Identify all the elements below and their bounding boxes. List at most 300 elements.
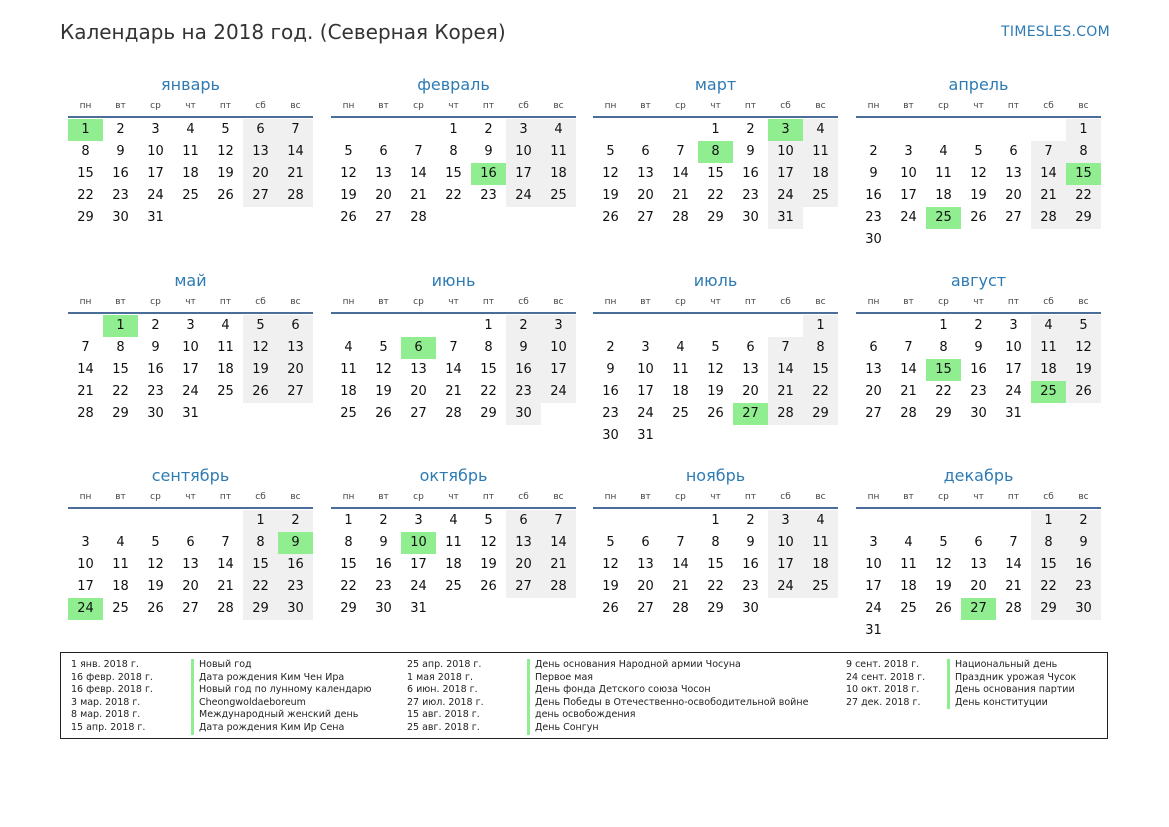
day-cell: 5 <box>974 144 983 159</box>
legend-holiday-name: День Сонгун <box>527 722 808 735</box>
weekday-label: вс <box>290 297 301 307</box>
day-cell: 25 <box>803 185 838 207</box>
legend-holiday-name: Дата рождения Ким Ир Сена <box>191 722 372 735</box>
holiday-day-cell: 10 <box>401 532 436 554</box>
legend-date: 3 мар. 2018 г. <box>71 696 141 708</box>
day-cell: 21 <box>278 163 313 185</box>
day-cell: 16 <box>112 166 129 181</box>
day-cell: 8 <box>449 144 458 159</box>
day-cell: 27 <box>506 576 541 598</box>
day-cell: 4 <box>904 535 913 550</box>
day-cell: 16 <box>147 362 164 377</box>
day-cell: 19 <box>147 579 164 594</box>
legend-holiday-name: День фонда Детского союза Чосон <box>527 684 808 697</box>
day-grid <box>68 510 313 645</box>
day-cell: 8 <box>1066 141 1101 163</box>
weekday-label: вс <box>1078 492 1089 502</box>
day-cell: 17 <box>768 163 803 185</box>
day-cell: 28 <box>278 185 313 207</box>
day-cell: 18 <box>182 166 199 181</box>
day-cell: 24 <box>900 210 917 225</box>
day-cell: 26 <box>970 210 987 225</box>
day-cell: 17 <box>410 557 427 572</box>
day-cell: 25 <box>803 576 838 598</box>
day-cell: 11 <box>1031 337 1066 359</box>
weekday-label: ср <box>675 297 686 307</box>
day-cell: 27 <box>278 381 313 403</box>
weekday-label: пт <box>1007 297 1020 307</box>
holiday-day-cell: 24 <box>68 598 103 620</box>
legend-date: 1 мая 2018 г. <box>407 671 473 683</box>
day-cell: 29 <box>935 406 952 421</box>
day-cell: 26 <box>340 210 357 225</box>
weekday-label: чт <box>973 492 984 502</box>
day-cell: 19 <box>602 579 619 594</box>
day-cell: 7 <box>81 340 90 355</box>
weekday-label: ср <box>675 101 686 111</box>
month-0 <box>68 74 313 225</box>
day-cell: 27 <box>410 406 427 421</box>
month-name: ноябрь <box>685 466 746 485</box>
day-cell: 11 <box>803 532 838 554</box>
weekday-label: вт <box>903 492 914 502</box>
weekday-header <box>331 492 576 506</box>
day-cell: 14 <box>77 362 94 377</box>
day-cell: 25 <box>672 406 689 421</box>
day-cell: 17 <box>768 554 803 576</box>
day-cell: 14 <box>278 141 313 163</box>
day-cell: 31 <box>637 428 654 443</box>
month-name: март <box>694 75 737 94</box>
day-cell: 15 <box>340 557 357 572</box>
day-cell: 25 <box>445 579 462 594</box>
day-cell: 22 <box>707 579 724 594</box>
day-cell: 13 <box>637 166 654 181</box>
day-cell: 15 <box>445 166 462 181</box>
weekday-label: сб <box>518 101 529 111</box>
day-cell: 8 <box>803 337 838 359</box>
weekday-header <box>68 297 313 311</box>
legend-holiday-name: Новый год <box>191 659 372 672</box>
day-cell: 4 <box>939 144 948 159</box>
legend-holiday-name: Национальный день <box>947 659 1076 672</box>
header-rule <box>593 312 838 314</box>
day-cell: 16 <box>1066 554 1101 576</box>
month-name: сентябрь <box>151 466 230 485</box>
day-cell: 23 <box>970 384 987 399</box>
day-cell: 16 <box>602 384 619 399</box>
holiday-day-cell: 15 <box>1066 163 1101 185</box>
day-cell: 24 <box>637 406 654 421</box>
day-cell: 18 <box>1031 359 1066 381</box>
legend-holiday-name: Международный женский день <box>191 709 372 722</box>
day-cell: 4 <box>186 122 195 137</box>
day-cell: 6 <box>186 535 195 550</box>
day-cell: 13 <box>637 557 654 572</box>
day-cell: 31 <box>410 601 427 616</box>
weekday-label: пт <box>482 492 495 502</box>
legend-col2-names <box>527 659 808 735</box>
day-cell: 14 <box>1031 163 1066 185</box>
month-name: июнь <box>431 271 476 290</box>
day-cell: 9 <box>116 144 125 159</box>
day-cell: 10 <box>541 337 576 359</box>
day-cell: 11 <box>672 362 689 377</box>
day-cell: 23 <box>865 210 882 225</box>
day-cell: 7 <box>278 119 313 141</box>
holiday-day-cell: 8 <box>698 141 733 163</box>
day-cell: 26 <box>480 579 497 594</box>
day-cell: 12 <box>480 535 497 550</box>
weekday-label: ср <box>938 101 949 111</box>
day-cell: 5 <box>606 144 615 159</box>
holiday-day-cell: 9 <box>278 532 313 554</box>
weekday-label: вс <box>290 101 301 111</box>
day-cell: 15 <box>707 557 724 572</box>
day-cell: 8 <box>1031 532 1066 554</box>
day-cell: 17 <box>900 188 917 203</box>
month-7 <box>856 270 1101 421</box>
day-cell: 23 <box>506 381 541 403</box>
day-cell: 17 <box>541 359 576 381</box>
day-cell: 1 <box>1066 119 1101 141</box>
day-cell: 20 <box>742 384 759 399</box>
day-cell: 16 <box>742 166 759 181</box>
day-cell: 25 <box>900 601 917 616</box>
day-cell: 20 <box>375 188 392 203</box>
day-cell: 9 <box>1066 532 1101 554</box>
day-cell: 25 <box>541 185 576 207</box>
weekday-label: пн <box>342 297 355 307</box>
day-cell: 12 <box>340 166 357 181</box>
day-cell: 2 <box>278 510 313 532</box>
day-cell: 20 <box>506 554 541 576</box>
day-cell: 20 <box>1005 188 1022 203</box>
weekday-label: пт <box>219 101 232 111</box>
day-cell: 12 <box>243 337 278 359</box>
legend-date: 25 авг. 2018 г. <box>407 721 480 733</box>
day-cell: 21 <box>77 384 94 399</box>
day-cell: 30 <box>1066 598 1101 620</box>
day-cell: 14 <box>672 166 689 181</box>
weekday-label: вс <box>815 101 826 111</box>
weekday-label: ср <box>413 492 424 502</box>
holiday-day-cell: 25 <box>926 207 961 229</box>
day-cell: 31 <box>768 207 803 229</box>
day-cell: 2 <box>1066 510 1101 532</box>
day-cell: 6 <box>379 144 388 159</box>
day-cell: 29 <box>77 210 94 225</box>
header-rule <box>68 116 313 118</box>
day-cell: 27 <box>637 601 654 616</box>
day-cell: 11 <box>340 362 357 377</box>
month-5 <box>331 270 576 421</box>
weekday-label: вс <box>553 492 564 502</box>
weekday-label: пн <box>604 101 617 111</box>
day-cell: 9 <box>506 337 541 359</box>
weekday-label: вс <box>1078 101 1089 111</box>
month-8 <box>68 465 313 616</box>
day-cell: 17 <box>182 362 199 377</box>
day-cell: 28 <box>445 406 462 421</box>
day-cell: 12 <box>970 166 987 181</box>
day-cell: 20 <box>410 384 427 399</box>
weekday-label: сб <box>1043 297 1054 307</box>
day-cell: 19 <box>243 359 278 381</box>
day-cell: 5 <box>939 535 948 550</box>
day-cell: 19 <box>935 579 952 594</box>
day-cell: 23 <box>278 576 313 598</box>
day-cell: 26 <box>1066 381 1101 403</box>
day-cell: 22 <box>1031 576 1066 598</box>
day-cell: 25 <box>217 384 234 399</box>
day-cell: 30 <box>865 232 882 247</box>
day-cell: 18 <box>672 384 689 399</box>
legend-holiday-name: Новый год по лунному календарю <box>191 684 372 697</box>
day-cell: 22 <box>480 384 497 399</box>
day-cell: 12 <box>707 362 724 377</box>
day-cell: 1 <box>711 122 720 137</box>
legend-date: 9 сент. 2018 г. <box>846 659 920 670</box>
day-cell: 21 <box>1005 579 1022 594</box>
day-cell: 20 <box>637 188 654 203</box>
day-cell: 17 <box>865 579 882 594</box>
day-cell: 20 <box>637 579 654 594</box>
weekday-label: пт <box>219 492 232 502</box>
weekday-header <box>68 492 313 506</box>
day-cell: 26 <box>602 601 619 616</box>
weekday-label: пт <box>219 297 232 307</box>
holiday-day-cell: 3 <box>768 119 803 141</box>
legend-date: 27 дек. 2018 г. <box>846 696 921 708</box>
weekday-label: вс <box>1078 297 1089 307</box>
weekday-label: чт <box>448 492 459 502</box>
day-cell: 30 <box>970 406 987 421</box>
day-cell: 5 <box>1066 315 1101 337</box>
day-grid <box>856 510 1101 645</box>
day-cell: 22 <box>77 188 94 203</box>
weekday-label: сб <box>518 492 529 502</box>
day-cell: 13 <box>1005 166 1022 181</box>
day-cell: 6 <box>869 340 878 355</box>
day-cell: 3 <box>506 119 541 141</box>
day-cell: 28 <box>672 210 689 225</box>
day-cell: 7 <box>414 144 423 159</box>
weekday-header <box>593 297 838 311</box>
day-cell: 21 <box>217 579 234 594</box>
day-cell: 8 <box>243 532 278 554</box>
day-cell: 13 <box>506 532 541 554</box>
day-cell: 18 <box>900 579 917 594</box>
weekday-label: ср <box>938 492 949 502</box>
day-cell: 1 <box>344 513 353 528</box>
legend-date: 10 окт. 2018 г. <box>846 684 920 696</box>
day-cell: 15 <box>112 362 129 377</box>
day-cell: 3 <box>869 535 878 550</box>
legend-date: 16 февр. 2018 г. <box>71 684 153 696</box>
day-cell: 16 <box>970 362 987 377</box>
day-cell: 17 <box>506 163 541 185</box>
day-cell: 7 <box>449 340 458 355</box>
weekday-label: пн <box>867 101 880 111</box>
day-cell: 22 <box>112 384 129 399</box>
day-cell: 20 <box>970 579 987 594</box>
weekday-label: пт <box>744 297 757 307</box>
day-cell: 21 <box>672 188 689 203</box>
day-cell: 8 <box>116 340 125 355</box>
day-cell: 18 <box>541 163 576 185</box>
day-cell: 15 <box>707 166 724 181</box>
day-cell: 24 <box>147 188 164 203</box>
weekday-label: пт <box>1007 101 1020 111</box>
day-cell: 29 <box>1066 207 1101 229</box>
header-rule <box>593 507 838 509</box>
weekday-label: вт <box>903 297 914 307</box>
weekday-header <box>331 297 576 311</box>
day-cell: 13 <box>865 362 882 377</box>
day-cell: 28 <box>410 210 427 225</box>
legend-col3-names <box>947 659 1076 709</box>
weekday-label: вт <box>378 297 389 307</box>
day-grid <box>593 315 838 450</box>
day-cell: 21 <box>410 188 427 203</box>
site-logo[interactable]: TIMESLES.COM <box>1001 24 1110 40</box>
weekday-label: вс <box>815 297 826 307</box>
weekday-label: сб <box>255 492 266 502</box>
page-title: Календарь на 2018 год. (Северная Корея) <box>60 20 506 44</box>
day-cell: 3 <box>904 144 913 159</box>
day-cell: 21 <box>900 384 917 399</box>
weekday-label: пт <box>1007 492 1020 502</box>
day-cell: 15 <box>1031 554 1066 576</box>
legend-holiday-name: Дата рождения Ким Чен Ира <box>191 672 372 685</box>
weekday-label: чт <box>448 297 459 307</box>
legend-holiday-name: день освобождения <box>527 709 808 722</box>
weekday-label: чт <box>185 297 196 307</box>
weekday-label: пн <box>867 492 880 502</box>
day-cell: 2 <box>116 122 125 137</box>
day-cell: 11 <box>935 166 952 181</box>
header-rule <box>68 312 313 314</box>
day-cell: 17 <box>1005 362 1022 377</box>
day-cell: 26 <box>935 601 952 616</box>
day-cell: 22 <box>707 188 724 203</box>
day-cell: 22 <box>243 576 278 598</box>
day-cell: 10 <box>768 141 803 163</box>
weekday-label: чт <box>448 101 459 111</box>
day-cell: 24 <box>865 601 882 616</box>
legend-holiday-name: День Победы в Отечественно-освободительной войне <box>527 697 808 710</box>
day-cell: 26 <box>375 406 392 421</box>
day-cell: 24 <box>506 185 541 207</box>
weekday-label: ср <box>150 101 161 111</box>
day-cell: 7 <box>676 144 685 159</box>
weekday-header <box>331 101 576 115</box>
weekday-label: пн <box>342 492 355 502</box>
day-cell: 3 <box>1009 318 1018 333</box>
legend-col2-dates <box>407 659 484 735</box>
day-cell: 21 <box>1031 185 1066 207</box>
day-cell: 26 <box>707 406 724 421</box>
weekday-label: вс <box>553 101 564 111</box>
legend-holiday-name: Cheongwoldaeboreum <box>191 697 372 710</box>
weekday-label: пн <box>79 492 92 502</box>
weekday-label: пт <box>744 101 757 111</box>
weekday-label: пт <box>482 101 495 111</box>
month-9 <box>331 465 576 616</box>
day-cell: 29 <box>480 406 497 421</box>
weekday-header <box>856 492 1101 506</box>
day-cell: 12 <box>935 557 952 572</box>
legend-date: 15 апр. 2018 г. <box>71 721 146 733</box>
day-cell: 13 <box>375 166 392 181</box>
header-rule <box>856 116 1101 118</box>
weekday-label: пн <box>79 297 92 307</box>
day-cell: 13 <box>410 362 427 377</box>
day-cell: 6 <box>243 119 278 141</box>
weekday-label: сб <box>518 297 529 307</box>
day-cell: 30 <box>602 428 619 443</box>
day-cell: 12 <box>1066 337 1101 359</box>
holiday-day-cell: 16 <box>471 163 506 185</box>
day-grid <box>331 510 576 645</box>
day-cell: 5 <box>221 122 230 137</box>
weekday-label: вс <box>290 492 301 502</box>
month-name: февраль <box>417 75 490 94</box>
holiday-day-cell: 27 <box>733 403 768 425</box>
weekday-label: пт <box>744 492 757 502</box>
header-rule <box>331 507 576 509</box>
day-cell: 9 <box>484 144 493 159</box>
day-cell: 26 <box>602 210 619 225</box>
weekday-label: сб <box>780 101 791 111</box>
day-cell: 18 <box>217 362 234 377</box>
day-cell: 30 <box>147 406 164 421</box>
day-cell: 13 <box>278 337 313 359</box>
legend-holiday-name: Праздник урожая Чусок <box>947 672 1076 685</box>
month-11 <box>856 465 1101 638</box>
day-cell: 23 <box>147 384 164 399</box>
day-cell: 13 <box>243 141 278 163</box>
day-cell: 5 <box>711 340 720 355</box>
weekday-label: сб <box>1043 492 1054 502</box>
day-cell: 14 <box>445 362 462 377</box>
weekday-label: сб <box>1043 101 1054 111</box>
day-cell: 10 <box>1005 340 1022 355</box>
day-cell: 10 <box>637 362 654 377</box>
day-cell: 22 <box>1066 185 1101 207</box>
day-cell: 8 <box>939 340 948 355</box>
weekday-header <box>856 101 1101 115</box>
day-cell: 24 <box>541 381 576 403</box>
legend-col1-names <box>191 659 372 735</box>
day-cell: 7 <box>1009 535 1018 550</box>
weekday-label: сб <box>255 101 266 111</box>
day-cell: 7 <box>541 510 576 532</box>
month-3 <box>856 74 1101 247</box>
day-cell: 10 <box>768 532 803 554</box>
day-cell: 21 <box>445 384 462 399</box>
day-cell: 11 <box>445 535 462 550</box>
day-cell: 14 <box>217 557 234 572</box>
day-cell: 15 <box>243 554 278 576</box>
day-cell: 19 <box>375 384 392 399</box>
holiday-day-cell: 6 <box>401 337 436 359</box>
legend-date: 24 сент. 2018 г. <box>846 671 926 683</box>
day-cell: 8 <box>711 535 720 550</box>
month-2 <box>593 74 838 225</box>
day-cell: 16 <box>506 359 541 381</box>
